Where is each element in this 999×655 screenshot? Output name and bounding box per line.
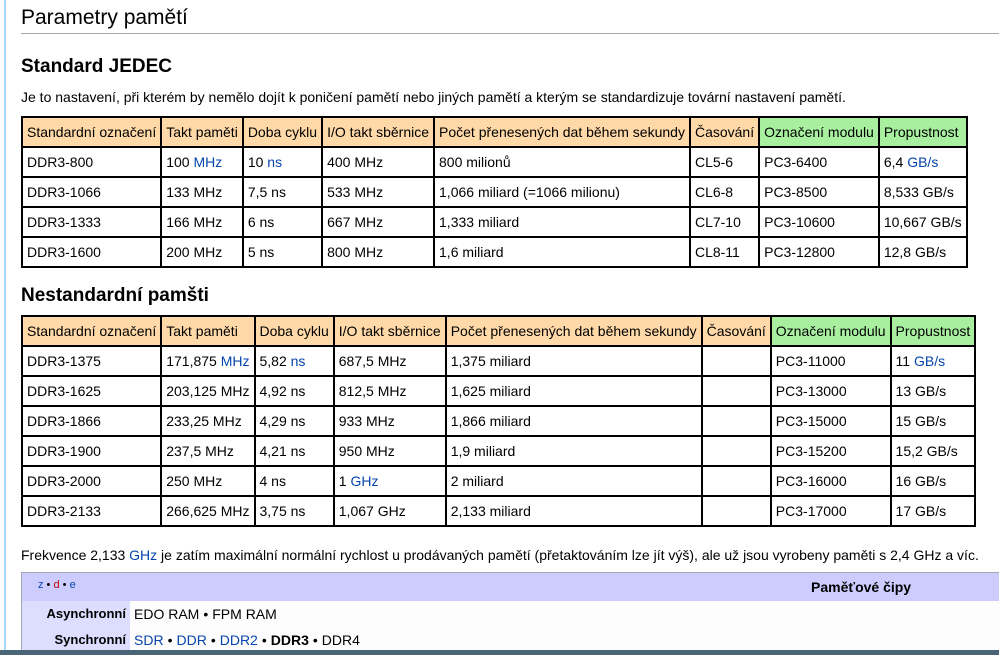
unit-link[interactable]: GB/s bbox=[907, 154, 939, 170]
table-cell: 1,067 GHz bbox=[334, 496, 446, 526]
unit-link[interactable]: GB/s bbox=[913, 353, 946, 369]
table-cell: 15,2 GB/s bbox=[891, 436, 976, 466]
table-cell: DDR3-2133 bbox=[22, 496, 161, 526]
table-cell: 1,6 miliard bbox=[434, 237, 690, 267]
table-cell bbox=[702, 406, 771, 436]
table-cell: 812,5 MHz bbox=[334, 376, 446, 406]
table-cell: DDR3-1066 bbox=[22, 177, 161, 207]
table-row bbox=[22, 237, 967, 267]
table-cell: 933 MHz bbox=[334, 406, 446, 436]
table-cell bbox=[243, 147, 322, 177]
column-header: Označení modulu bbox=[759, 117, 879, 147]
table-cell: PC3-8500 bbox=[759, 177, 879, 207]
table-cell: 3,75 ns bbox=[255, 496, 334, 526]
column-header: Označení modulu bbox=[771, 316, 891, 346]
table-cell: DDR3-1375 bbox=[22, 346, 161, 376]
table-cell: 1,866 miliard bbox=[446, 406, 702, 436]
table-cell bbox=[161, 147, 243, 177]
column-header: I/O takt sběrnice bbox=[334, 316, 446, 346]
table-cell bbox=[161, 346, 254, 376]
table-cell: 667 MHz bbox=[322, 207, 434, 237]
table-cell: 13 GB/s bbox=[891, 376, 976, 406]
table-cell bbox=[702, 466, 771, 496]
table-cell: 10,667 GB/s bbox=[879, 207, 967, 237]
cell-value: 6,4 bbox=[883, 154, 908, 170]
table-cell: 200 MHz bbox=[161, 237, 243, 267]
table-cell: 233,25 MHz bbox=[161, 406, 254, 436]
table-cell: PC3-6400 bbox=[759, 147, 879, 177]
navbox-separator: • bbox=[210, 632, 216, 648]
column-header: Takt paměti bbox=[161, 117, 243, 147]
navbox-item: EDO RAM bbox=[134, 606, 200, 622]
cell-value: 171,875 bbox=[166, 353, 221, 369]
table-cell bbox=[891, 346, 976, 376]
table-cell: 6 ns bbox=[243, 207, 322, 237]
navbox-item: FPM RAM bbox=[212, 606, 277, 622]
table-row bbox=[22, 496, 975, 526]
table-cell: 2 miliard bbox=[446, 466, 702, 496]
table-cell: 203,125 MHz bbox=[161, 376, 254, 406]
navbox-header bbox=[22, 573, 999, 601]
page-title: Parametry pamětí bbox=[21, 5, 999, 34]
table-cell: 4 ns bbox=[255, 466, 334, 496]
table-cell bbox=[255, 346, 334, 376]
table-cell: 1,625 miliard bbox=[446, 376, 702, 406]
navbox-rows bbox=[22, 601, 999, 653]
table-cell: 7,5 ns bbox=[243, 177, 322, 207]
table-row bbox=[22, 207, 967, 237]
cell-value: 10 bbox=[247, 154, 268, 170]
table-cell: 166 MHz bbox=[161, 207, 243, 237]
table-cell: 1,333 miliard bbox=[434, 207, 690, 237]
window-bottom-bar bbox=[0, 650, 999, 655]
column-header: Časování bbox=[702, 316, 771, 346]
navbox-discuss-link[interactable]: d bbox=[53, 579, 60, 591]
cell-value: 11 bbox=[895, 353, 914, 369]
column-header: Časování bbox=[690, 117, 759, 147]
column-header: Počet přenesených dat během sekundy bbox=[434, 117, 690, 147]
table-cell: PC3-12800 bbox=[759, 237, 879, 267]
table-cell: 2,133 miliard bbox=[446, 496, 702, 526]
table-cell: PC3-10600 bbox=[759, 207, 879, 237]
navbox-separator: • bbox=[167, 632, 173, 648]
column-header: Standardní označení bbox=[22, 316, 161, 346]
table-row bbox=[22, 436, 975, 466]
column-header: Doba cyklu bbox=[243, 117, 322, 147]
table-cell: DDR3-1333 bbox=[22, 207, 161, 237]
navbox-separator: • bbox=[203, 606, 209, 622]
column-header: Takt paměti bbox=[161, 316, 254, 346]
column-header: Standardní označení bbox=[22, 117, 161, 147]
jedec-table bbox=[21, 116, 968, 268]
table-cell: 950 MHz bbox=[334, 436, 446, 466]
column-header: Doba cyklu bbox=[255, 316, 334, 346]
footnote-text-before: Frekvence 2,133 bbox=[21, 547, 130, 563]
table-row bbox=[22, 147, 967, 177]
table-cell: 4,92 ns bbox=[255, 376, 334, 406]
table-cell: 15 GB/s bbox=[891, 406, 976, 436]
navbox-title: Paměťové čipy bbox=[811, 579, 912, 595]
table-cell: 687,5 MHz bbox=[334, 346, 446, 376]
table-cell: DDR3-1625 bbox=[22, 376, 161, 406]
table-cell: 250 MHz bbox=[161, 466, 254, 496]
navbox-item: DDR4 bbox=[321, 632, 360, 648]
table-cell bbox=[702, 436, 771, 466]
table-cell: 8,533 GB/s bbox=[879, 177, 967, 207]
column-header: Počet přenesených dat během sekundy bbox=[446, 316, 702, 346]
table-cell bbox=[702, 496, 771, 526]
cell-value: 1 bbox=[338, 473, 351, 489]
table-cell: 400 MHz bbox=[322, 147, 434, 177]
nonstandard-table bbox=[21, 315, 976, 527]
table-cell: 237,5 MHz bbox=[161, 436, 254, 466]
footnote-text-after: je zatím maximální normální rychlost u prodávaných pamětí (přetaktováním lze jít výš), ale už jsou vyrobeny paměti s 2,4 GHz a víc. bbox=[157, 547, 979, 563]
unit-link[interactable]: ns bbox=[290, 353, 306, 369]
table-cell: PC3-11000 bbox=[771, 346, 891, 376]
table-cell bbox=[702, 376, 771, 406]
cell-value: 5,82 bbox=[259, 353, 291, 369]
table-cell: PC3-17000 bbox=[771, 496, 891, 526]
table-cell: 266,625 MHz bbox=[161, 496, 254, 526]
ghz-link[interactable]: GHz bbox=[129, 547, 158, 563]
navbox-item[interactable]: SDR bbox=[134, 632, 164, 648]
table-cell: 533 MHz bbox=[322, 177, 434, 207]
table-cell: 17 GB/s bbox=[891, 496, 976, 526]
table-cell: 4,29 ns bbox=[255, 406, 334, 436]
column-header: Propustnost bbox=[891, 316, 976, 346]
table-cell: 1,9 miliard bbox=[446, 436, 702, 466]
column-header: Propustnost bbox=[879, 117, 967, 147]
navbox-vde-links: z • d • e bbox=[38, 579, 76, 591]
navbox-separator: • bbox=[312, 632, 318, 648]
table-cell: CL8-11 bbox=[690, 237, 759, 267]
content-left-border bbox=[4, 0, 6, 655]
table-cell: 1,066 miliard (=1066 milionu) bbox=[434, 177, 690, 207]
table-cell: 1,375 miliard bbox=[446, 346, 702, 376]
cell-value: 100 bbox=[166, 154, 194, 170]
table-cell: PC3-16000 bbox=[771, 466, 891, 496]
table-row bbox=[22, 376, 975, 406]
table-cell: 800 MHz bbox=[322, 237, 434, 267]
table-cell: DDR3-1900 bbox=[22, 436, 161, 466]
table-row bbox=[22, 346, 975, 376]
navbox-row bbox=[22, 601, 999, 627]
table-cell: DDR3-1866 bbox=[22, 406, 161, 436]
table-cell bbox=[702, 346, 771, 376]
unit-link[interactable]: MHz bbox=[220, 353, 250, 369]
table-cell: DDR3-800 bbox=[22, 147, 161, 177]
table-cell: CL7-10 bbox=[690, 207, 759, 237]
jedec-intro: Je to nastavení, při kterém by nemělo dojít k poničení pamětí nebo jiných pamětí a kterým se standardizuje tovární nastavení pamětí. bbox=[21, 89, 846, 105]
navbox-item[interactable]: DDR2 bbox=[219, 632, 258, 648]
unit-link[interactable]: ns bbox=[267, 154, 283, 170]
table-cell bbox=[334, 466, 446, 496]
table-cell: 133 MHz bbox=[161, 177, 243, 207]
table-row bbox=[22, 177, 967, 207]
navbox-item: DDR3 bbox=[270, 632, 309, 648]
table-header-row bbox=[22, 117, 967, 147]
navbox-item-list bbox=[134, 601, 277, 627]
navbox-view-link[interactable]: z bbox=[38, 579, 44, 591]
table-header-row bbox=[22, 316, 975, 346]
navbox-edit-link[interactable]: e bbox=[69, 579, 76, 591]
frequency-footnote bbox=[21, 546, 979, 564]
memory-chips-navbox bbox=[21, 572, 999, 654]
navbox-separator: • bbox=[261, 632, 267, 648]
table-cell: DDR3-1600 bbox=[22, 237, 161, 267]
navbox-group-label: Asynchronní bbox=[22, 601, 130, 627]
table-cell: 800 milionů bbox=[434, 147, 690, 177]
table-cell: 4,21 ns bbox=[255, 436, 334, 466]
table-cell: PC3-15000 bbox=[771, 406, 891, 436]
table-cell: PC3-15200 bbox=[771, 436, 891, 466]
navbox-group-label: Synchronní bbox=[22, 627, 130, 653]
table-cell: CL5-6 bbox=[690, 147, 759, 177]
unit-link[interactable]: MHz bbox=[193, 154, 223, 170]
table-row bbox=[22, 466, 975, 496]
table-cell bbox=[879, 147, 967, 177]
table-cell: CL6-8 bbox=[690, 177, 759, 207]
table-cell: 16 GB/s bbox=[891, 466, 976, 496]
table-cell: 5 ns bbox=[243, 237, 322, 267]
table-row bbox=[22, 406, 975, 436]
nonstandard-heading: Nestandardní pamšti bbox=[21, 285, 209, 306]
column-header: I/O takt sběrnice bbox=[322, 117, 434, 147]
navbox-item[interactable]: DDR bbox=[176, 632, 207, 648]
table-cell: DDR3-2000 bbox=[22, 466, 161, 496]
table-cell: PC3-13000 bbox=[771, 376, 891, 406]
table-cell: 12,8 GB/s bbox=[879, 237, 967, 267]
jedec-heading: Standard JEDEC bbox=[21, 56, 172, 77]
unit-link[interactable]: GHz bbox=[350, 473, 379, 489]
